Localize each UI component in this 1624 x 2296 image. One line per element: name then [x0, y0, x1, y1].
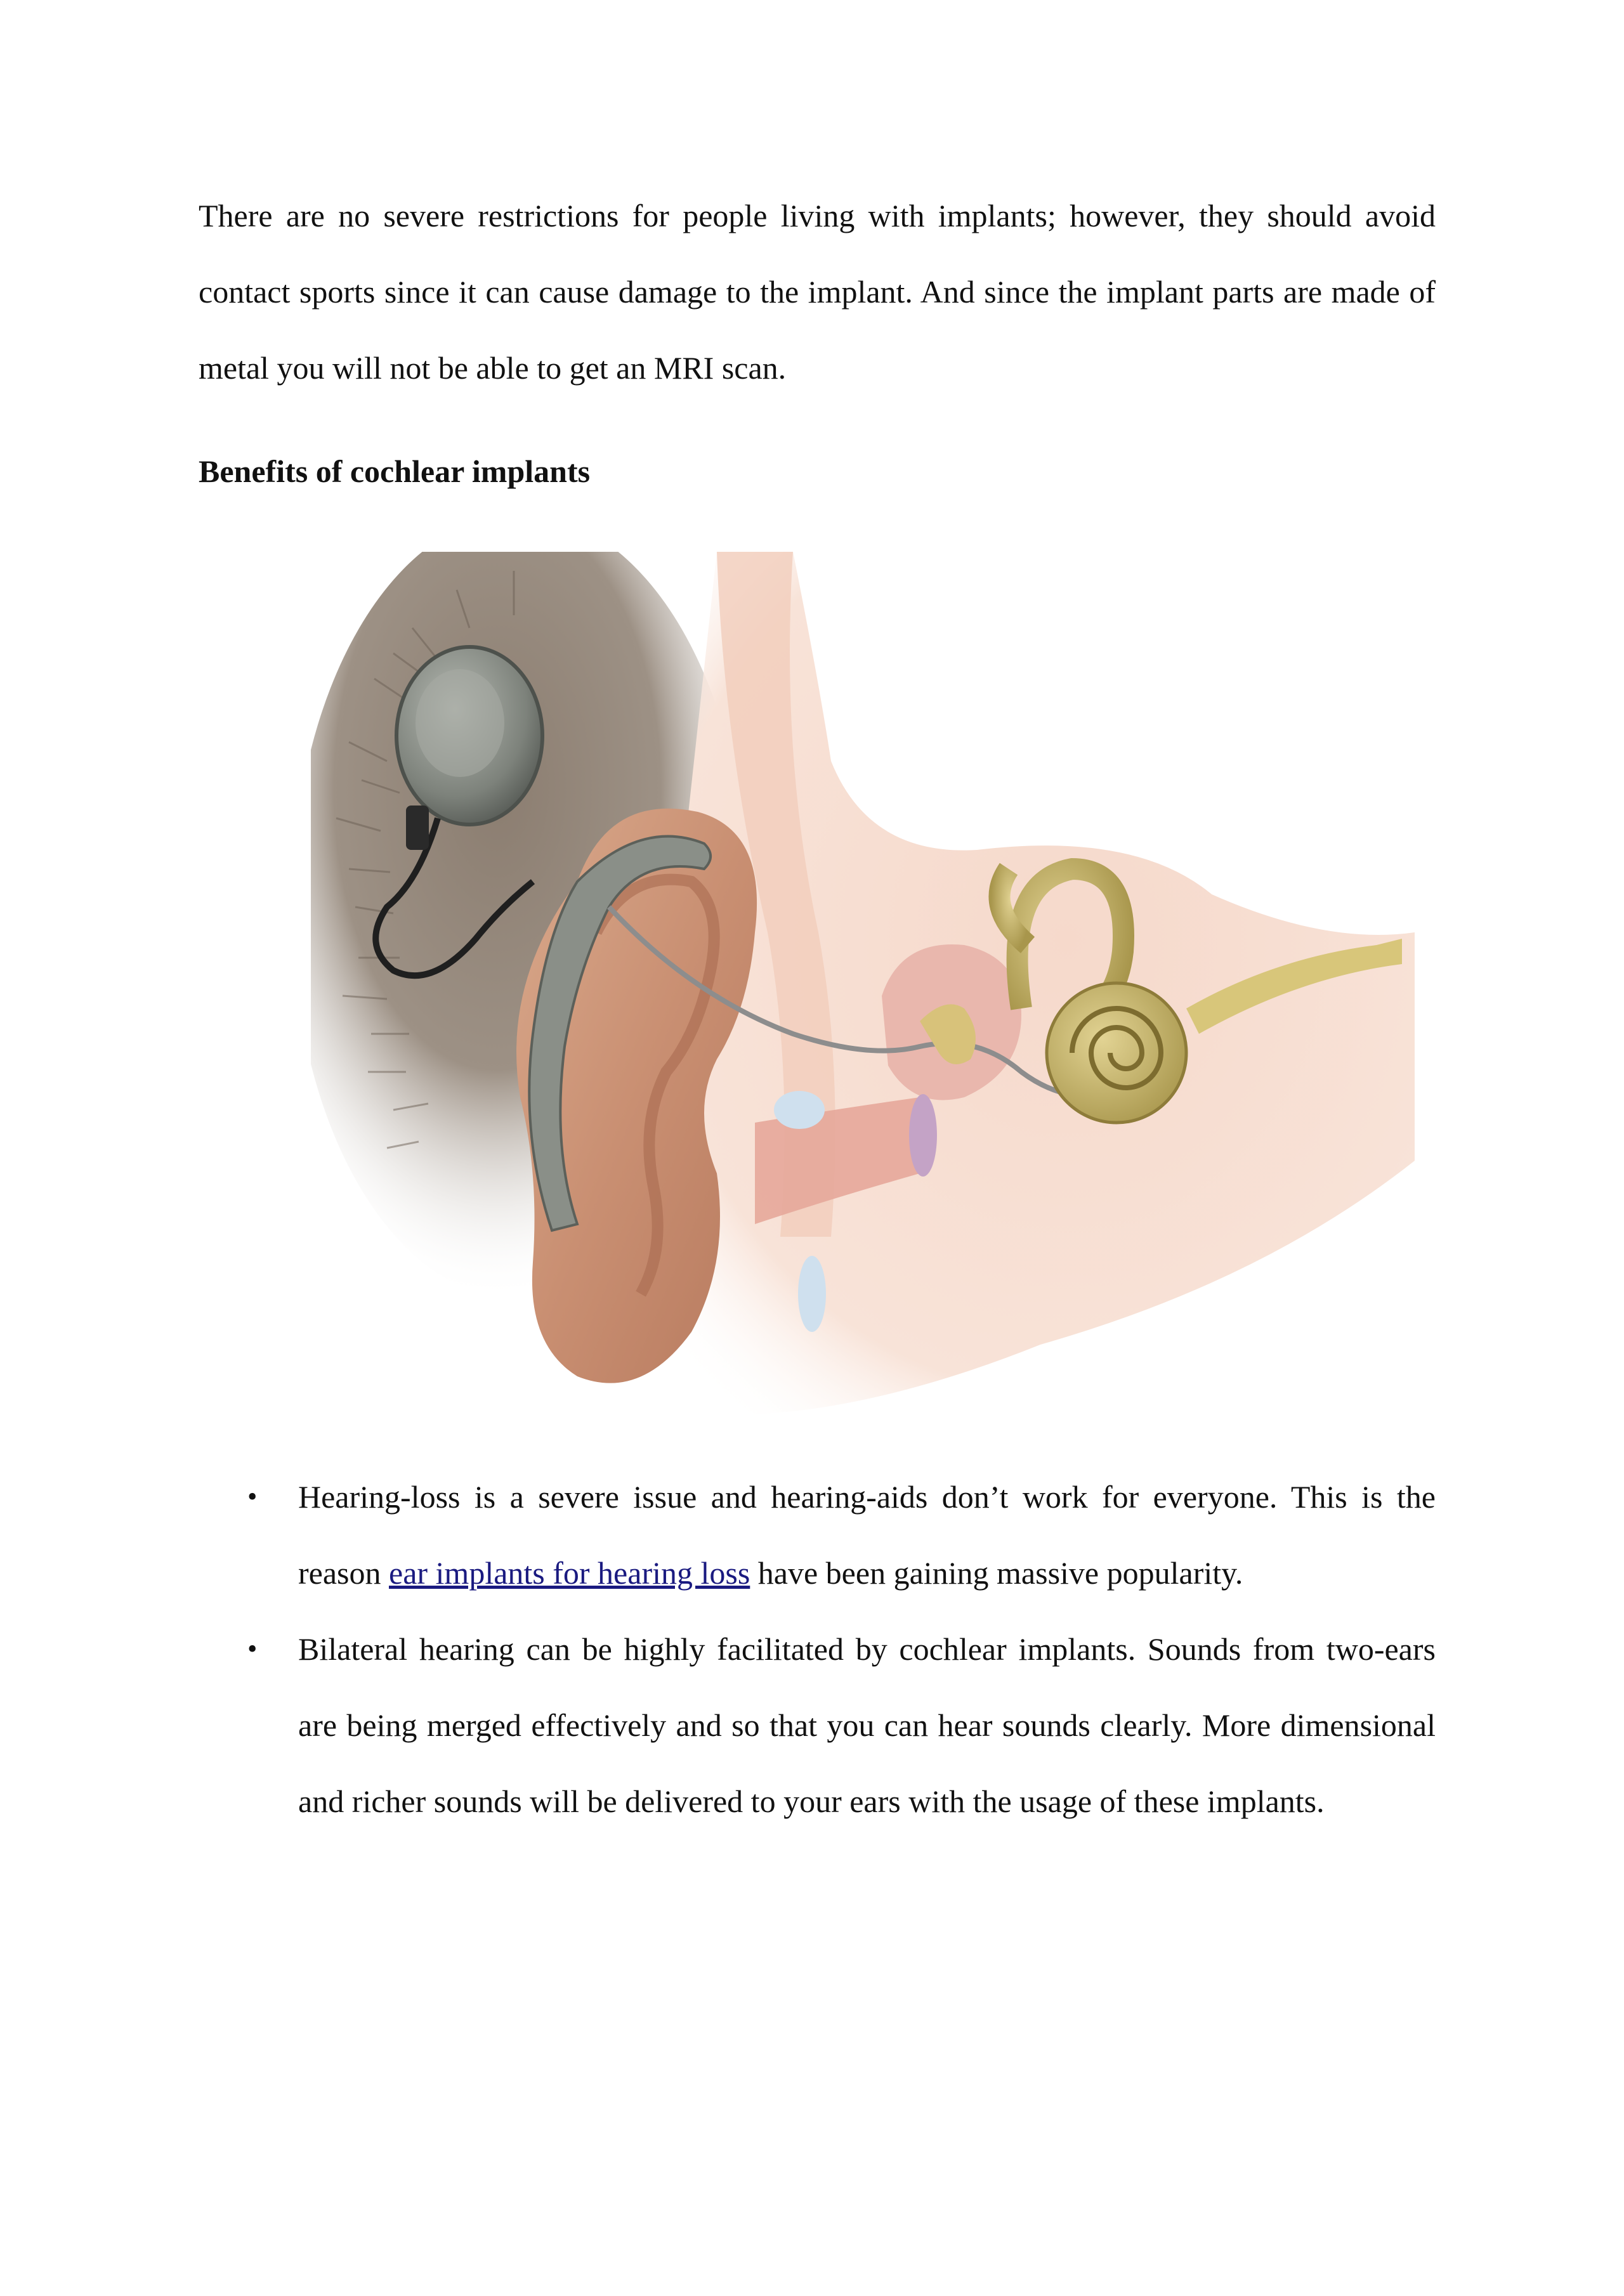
intro-paragraph: There are no severe restrictions for people living with implants; however, they should avoid contact sports since it can cause damage to the implant. And since the implant parts are made of metal you will not be able to get an MRI scan. — [199, 198, 1436, 386]
benefits-list — [199, 1459, 1436, 1839]
bullet-glyph: • — [247, 1481, 258, 1512]
bone-highlight-lower — [798, 1256, 826, 1332]
list-item — [199, 1611, 1436, 1839]
transmitter-coil — [396, 647, 542, 825]
bullet-glyph: • — [247, 1633, 258, 1664]
cable-connector — [406, 806, 429, 850]
section-heading: Benefits of cochlear implants — [199, 453, 591, 489]
cochlear-implant-ear-anatomy-illustration — [311, 552, 1415, 1440]
ear-implants-link[interactable]: ear implants for hearing loss — [389, 1555, 750, 1591]
bone-highlight — [774, 1091, 825, 1129]
bullet-text: Bilateral hearing can be highly facilitated by cochlear implants. Sounds from two-ears are being merged effectively and so that you can hear sounds clearly. More dimensional and richer sounds will be delivered to your ears with the usage of these implants. — [298, 1631, 1436, 1819]
bullet-text-after-link: have been gaining massive popularity. — [750, 1555, 1243, 1591]
cochlear-implant-illustration — [311, 552, 1415, 1440]
bullet-text-before-link: Hearing-loss is a severe issue and hearing-aids don’t work for everyone. This is the reason — [298, 1479, 1436, 1591]
eardrum — [909, 1094, 937, 1177]
cochlea — [1047, 983, 1186, 1123]
list-item — [199, 1459, 1436, 1611]
